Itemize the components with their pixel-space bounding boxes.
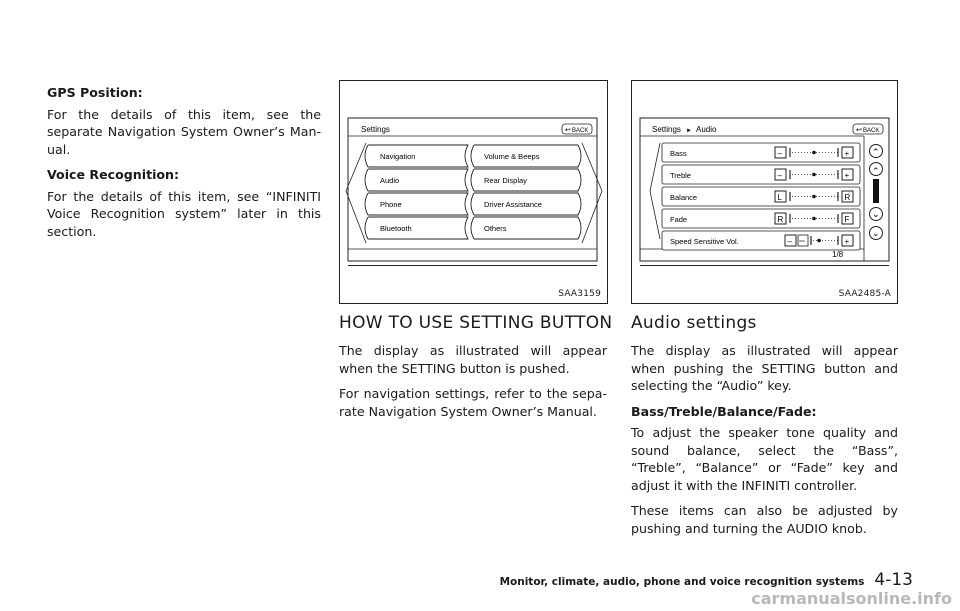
off-label: OFF	[799, 239, 805, 243]
button-glyph: R	[844, 193, 851, 202]
page-footer	[500, 570, 913, 590]
audio-para-1: The display as illustrated will appear when pushing the SETTING button and selecting the “Audio” key.	[631, 343, 898, 393]
menu-item-label: Phone	[380, 200, 402, 209]
chapter-title: Monitor, climate, audio, phone and voice recognition systems	[499, 576, 865, 588]
menu-item-label: Navigation	[380, 152, 416, 161]
increase-button[interactable]	[842, 169, 853, 180]
menu-item-label: Rear Display	[484, 176, 527, 185]
audio-para-3: These items can also be adjusted by pushing and turning the AUDIO knob.	[631, 503, 898, 536]
back-arrow-icon: ↩	[565, 127, 571, 134]
page-number: 4-13	[874, 570, 913, 590]
increase-button[interactable]	[842, 213, 853, 224]
menu-item-label: Bluetooth	[380, 224, 412, 233]
level-marker	[812, 173, 816, 177]
setting-para-2: For navigation settings, refer to the sepa-rate Navigation System Owner’s Manual.	[339, 386, 607, 419]
settings-title: Settings	[652, 125, 681, 134]
voice-recognition-text: For the details of this item, see “INFINITI Voice Recognition system” later in this section.	[47, 188, 321, 239]
decrease-button[interactable]	[775, 169, 786, 180]
button-glyph: L	[777, 193, 782, 202]
menu-item-label: Volume & Beeps	[484, 152, 540, 161]
breadcrumb-audio: Audio	[696, 125, 717, 134]
settings-left-list	[365, 145, 468, 239]
decrease-button[interactable]	[775, 147, 786, 158]
row-label: Balance	[670, 193, 698, 202]
level-marker	[817, 239, 821, 243]
menu-item-label: Others	[484, 224, 507, 233]
gps-position-heading: GPS Position:	[47, 85, 143, 100]
decrease-button[interactable]	[785, 235, 796, 246]
audio-setting-row[interactable]	[662, 231, 860, 250]
button-glyph: R	[777, 215, 784, 224]
level-marker	[812, 195, 816, 199]
figure-code: SAA2485-A	[838, 289, 891, 299]
back-label: BACK	[863, 128, 880, 134]
settings-menu-screen	[340, 81, 606, 302]
back-label: BACK	[572, 128, 589, 134]
audio-settings-section	[631, 342, 898, 545]
button-glyph: –	[777, 149, 782, 158]
audio-setting-row[interactable]	[662, 187, 860, 206]
scroll-controls[interactable]	[870, 145, 883, 240]
settings-title: Settings	[361, 125, 390, 134]
row-label: Treble	[670, 171, 691, 180]
back-button[interactable]	[853, 124, 883, 134]
gps-position-text: For the details of this item, see the separate Navigation System Owner’s Man-ual.	[47, 106, 321, 157]
settings-menu-item[interactable]	[365, 217, 468, 239]
increase-button[interactable]	[842, 235, 853, 246]
scrollbar-thumb[interactable]	[873, 179, 879, 203]
audio-setting-row[interactable]	[662, 165, 860, 184]
page-down-icon[interactable]: ⌄	[872, 228, 880, 238]
figure-code: SAA3159	[558, 289, 601, 299]
row-label: Speed Sensitive Vol.	[670, 237, 739, 246]
button-glyph: +	[844, 237, 850, 246]
settings-menu-item[interactable]	[471, 169, 581, 191]
back-arrow-icon: ↩	[856, 127, 862, 134]
voice-recognition-heading: Voice Recognition:	[47, 167, 180, 182]
page-indicator: 1/8	[832, 250, 844, 259]
row-label: Fade	[670, 215, 688, 224]
settings-right-list	[471, 145, 581, 239]
audio-rows	[662, 143, 860, 250]
button-glyph: –	[787, 237, 792, 246]
increase-button[interactable]	[842, 191, 853, 202]
menu-item-label: Audio	[380, 176, 400, 185]
audio-setting-row[interactable]	[662, 209, 860, 228]
settings-menu-item[interactable]	[471, 145, 581, 167]
audio-settings-figure	[631, 80, 898, 304]
settings-menu-figure	[339, 80, 608, 304]
settings-menu-item[interactable]	[365, 169, 468, 191]
button-glyph: –	[777, 171, 782, 180]
setting-para-1: The display as illustrated will appear when the SETTING button is pushed.	[339, 343, 607, 376]
settings-menu-item[interactable]	[471, 217, 581, 239]
breadcrumb-arrow-icon: ►	[686, 128, 692, 134]
row-label: Bass	[670, 149, 687, 158]
setting-button-heading: HOW TO USE SETTING BUTTON	[339, 313, 613, 333]
back-button[interactable]	[562, 124, 592, 134]
left-column	[47, 84, 321, 248]
decrease-button[interactable]	[775, 213, 786, 224]
page-up-icon[interactable]: ⌃	[872, 147, 880, 157]
audio-para-2: To adjust the speaker tone quality and sound balance, select the “Bass”, “Treble”, “Balance” or “Fade” key and adjust it with the INFINITI controller.	[631, 425, 898, 493]
audio-setting-row[interactable]	[662, 143, 860, 162]
bass-treble-heading: Bass/Treble/Balance/Fade:	[631, 403, 817, 419]
level-marker	[812, 151, 816, 155]
increase-button[interactable]	[842, 147, 853, 158]
settings-menu-item[interactable]	[365, 145, 468, 167]
button-glyph: +	[844, 171, 850, 180]
audio-settings-heading: Audio settings	[631, 313, 757, 333]
off-indicator	[798, 235, 808, 246]
level-marker	[812, 217, 816, 221]
settings-menu-item[interactable]	[365, 193, 468, 215]
watermark: carmanualsonline.info	[751, 589, 952, 608]
scroll-down-icon[interactable]: ⌄	[872, 209, 880, 219]
audio-settings-screen	[632, 81, 896, 302]
button-glyph: +	[844, 149, 850, 158]
setting-button-section	[339, 342, 607, 428]
menu-item-label: Driver Assistance	[484, 200, 542, 209]
button-glyph: F	[844, 215, 850, 224]
scroll-up-icon[interactable]: ⌃	[872, 166, 880, 176]
settings-menu-item[interactable]	[471, 193, 581, 215]
decrease-button[interactable]	[775, 191, 786, 202]
